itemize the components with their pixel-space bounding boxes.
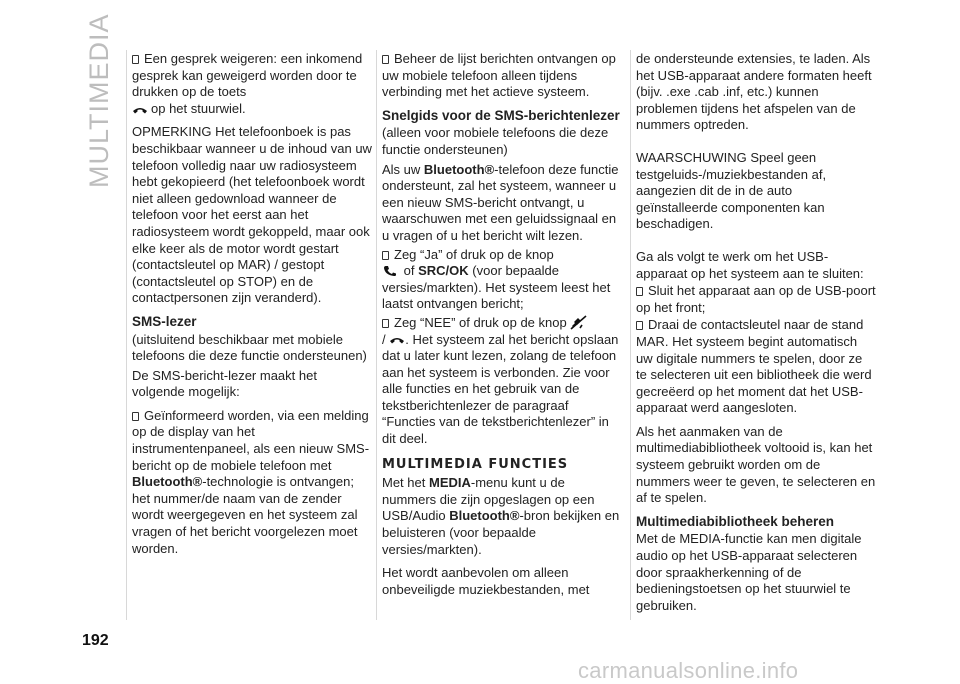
warning-text: WAARSCHUWING Speel geen testgeluids-/muziekbestanden af, aangezien dit de in de auto geïnstalleerde componenten kan beschadigen. xyxy=(636,149,827,232)
heading-sms-reader: SMS-lezer xyxy=(132,313,197,329)
hang-up-phone-icon xyxy=(132,106,148,115)
bullet-icon xyxy=(382,55,389,64)
section-title xyxy=(80,13,120,188)
media-menu-text: Met het MEDIA-menu kunt u de nummers die zijn opgeslagen op een USB/Audio Bluetooth®-bron bekijken en beluisteren (voor bepaalde versies/markten). xyxy=(382,475,620,557)
quick-guide-intro: Als uw Bluetooth®-telefoon deze functie ondersteunt, zal het systeem, wanneer u een nieuw SMS-bericht ontvangt, u waarschuwen met een geluidssignaal en u vragen of u het bericht wilt lezen. xyxy=(382,161,619,243)
bullet-icon xyxy=(132,412,139,421)
bullet-turn-key: Draai de contactsleutel naar de stand MAR. Het systeem begint automatisch uw digitale nummers te spelen, door ze te selecteren uit een bibliotheek die werd gecreëerd op het moment dat het USB-apparaat werd aangesloten. xyxy=(636,317,872,416)
heading-sms-quick-guide: Snelgids voor de SMS-berichtenlezer xyxy=(382,107,620,123)
bullet-notified: Geïnformeerd worden, via een melding op de display van het instrumentenpaneel, als een nieuw SMS-bericht op de mobiele telefoon met Bluetooth®-technologie is ontvangen; het nummer/de naam van de zender wordt weergegeven en het systeem zal vragen of het bericht voorgelezen moet worden. xyxy=(132,407,370,556)
media-function-text: Met de MEDIA-functie kan men digitale audio op het USB-apparaat selecteren door spraakherkenning of de bedieningstoetsen op het stuurwiel te gebruiken. xyxy=(636,531,862,613)
heading-multimedia-functions: MULTIMEDIA FUNCTIES xyxy=(382,456,569,472)
mute-icon xyxy=(570,315,587,330)
sms-subtitle: (uitsluitend beschikbaar met mobiele telefoons die deze functie ondersteunen) xyxy=(132,331,367,364)
library-ready-text: Als het aanmaken van de multimediabibliotheek voltooid is, kan het systeem gebruikt worden om de nummers weer te geven, te selecteren en af te spelen. xyxy=(636,423,876,506)
bullet-icon xyxy=(132,55,139,64)
sms-intro: De SMS-bericht-lezer maakt het volgende mogelijk: xyxy=(132,367,317,400)
connect-usb-intro: Ga als volgt te werk om het USB-apparaat op het systeem aan te sluiten: xyxy=(636,248,864,281)
column-divider xyxy=(376,50,377,620)
bullet-say-no: Zeg “NEE” of druk op de knop / . Het systeem zal het bericht opslaan dat u later kunt lezen, zolang de telefoon aan het systeem is verbonden. Zie voor alle functies en het gebruik van de tekstberichtenlezer de paragraaf “Functies van de tekstberichtenlezer” in dit deel. xyxy=(382,314,619,447)
note-phonebook: OPMERKING Het telefoonboek is pas beschikbaar wanneer u de inhoud van uw telefoon volledig naar uw radiosysteem hebt gekopieerd (het telefoonboek wordt niet alleen gedownload wanneer de telefoon voor het eerst aan het radiosysteem wordt gekoppeld, maar ook elke keer als de motor wordt gestart (contactsleutel op MAR) / gestopt (contactsleutel op STOP) en de contactpersonen zijn veranderd). xyxy=(132,124,372,306)
column-divider xyxy=(630,50,631,620)
column-1 xyxy=(132,51,372,564)
bullet-connect-usb: Sluit het apparaat aan op de USB-poort op het front; xyxy=(636,283,876,315)
watermark: carmanualsonline.info xyxy=(578,658,799,683)
section-title-text: MULTIMEDIA xyxy=(84,13,114,188)
heading-manage-library: Multimediabibliotheek beheren xyxy=(636,513,835,529)
column-divider xyxy=(126,50,127,620)
recommendation-text: Het wordt aanbevolen om alleen onbeveiligde muziekbestanden, met xyxy=(382,565,590,597)
quick-guide-subtitle: (alleen voor mobiele telefoons die deze functie ondersteunen) xyxy=(382,125,609,157)
bullet-icon xyxy=(636,287,643,296)
bullet-manage-list: Beheer de lijst berichten ontvangen op uw mobiele telefoon alleen tijdens verbinding met het actieve systeem. xyxy=(382,51,616,100)
bullet-icon xyxy=(636,321,643,330)
hang-up-phone-icon xyxy=(389,336,405,345)
extensions-text: de ondersteunde extensies, te laden. Als het USB-apparaat andere formaten heeft (bijv. .exe .cab .inf, etc.) kunnen problemen tijdens het afspelen van de nummers optreden. xyxy=(636,51,872,133)
phone-call-icon xyxy=(382,265,400,276)
bullet-icon xyxy=(382,319,389,328)
page-number: 192 xyxy=(82,632,109,649)
bullet-icon xyxy=(382,251,389,260)
bullet-say-yes: Zeg “Ja” of druk op de knop of SRC/OK (voor bepaalde versies/markten). Het systeem leest het laatst ontvangen bericht; xyxy=(382,246,611,312)
column-3 xyxy=(636,51,876,621)
bullet-reject-call: Een gesprek weigeren: een inkomend gesprek kan geweigerd worden door te drukken op de toets op het stuurwiel. xyxy=(132,51,363,116)
column-2 xyxy=(382,51,622,605)
